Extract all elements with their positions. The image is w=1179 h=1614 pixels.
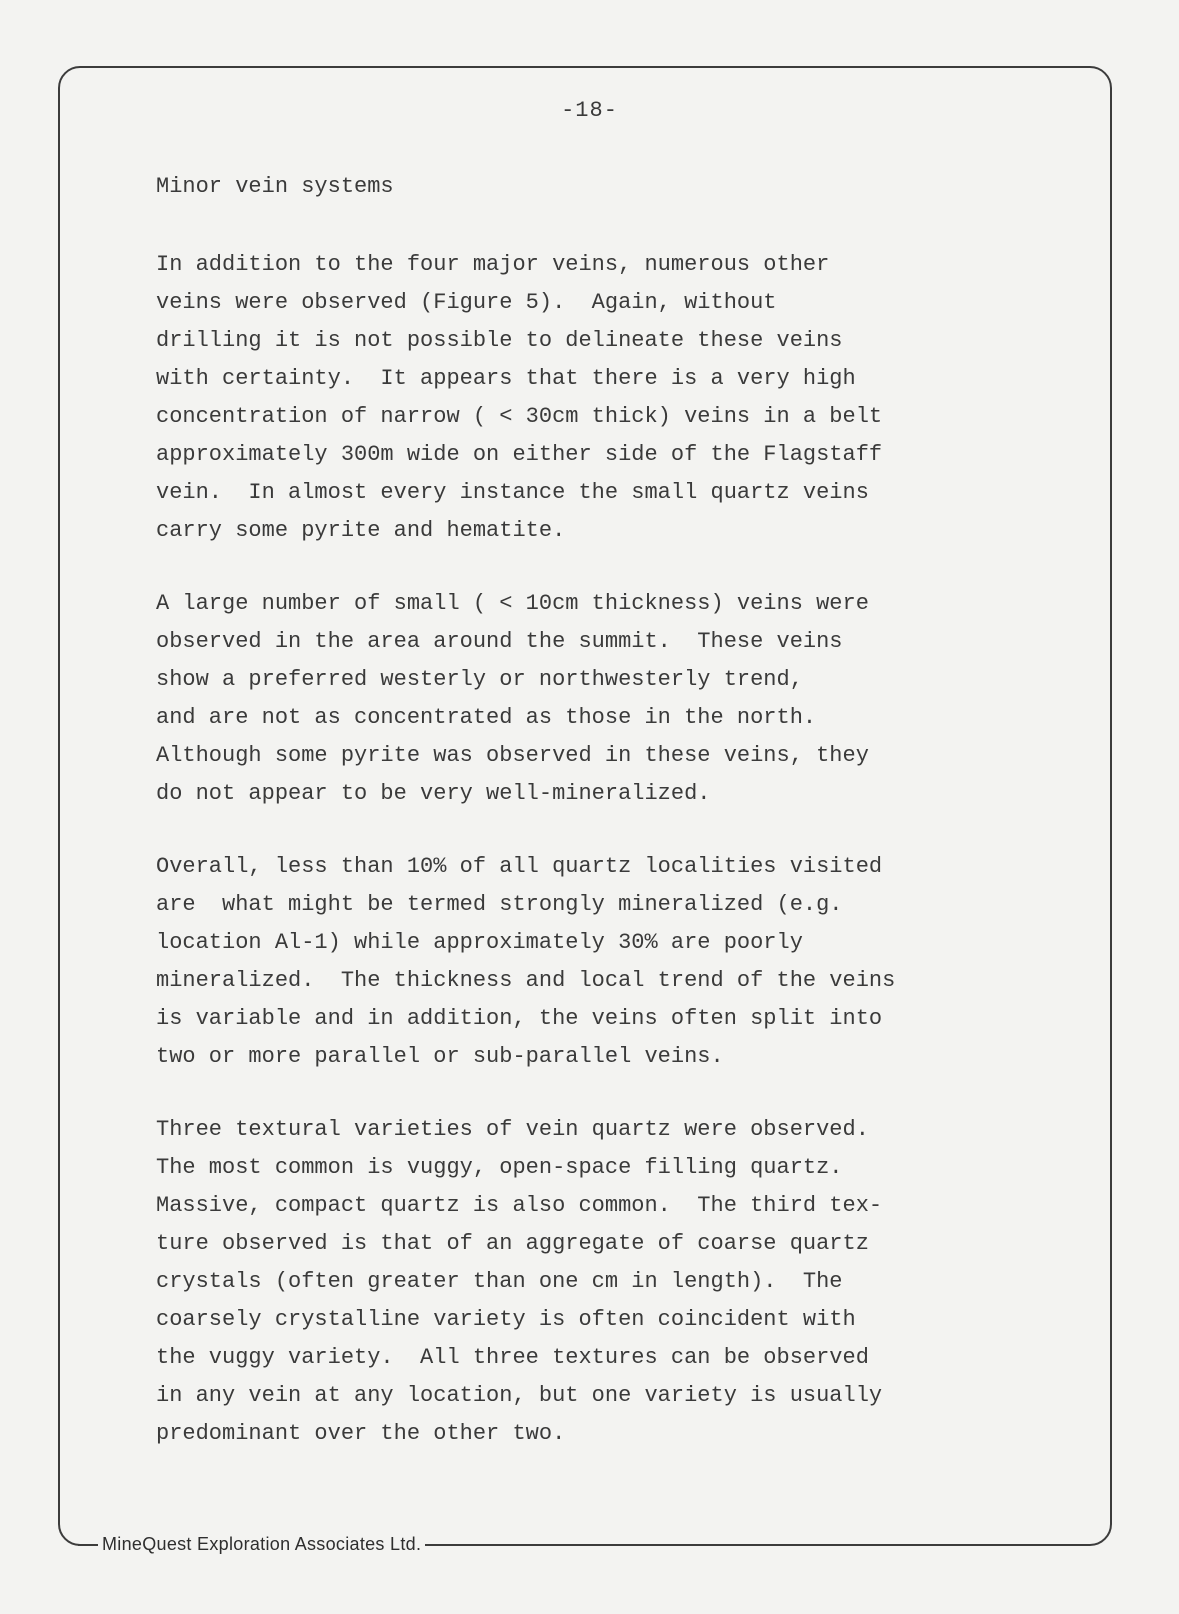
paragraph-4 <box>156 1111 1036 1453</box>
text-line: approximately 300m wide on either side of the Flagstaff <box>156 442 883 467</box>
text-line: the vuggy variety. All three textures can be observed <box>156 1345 869 1370</box>
page-number: -18- <box>561 98 618 123</box>
text-line: mineralized. The thickness and local trend of the veins <box>156 968 896 993</box>
text-line: are what might be termed strongly mineralized (e.g. <box>156 892 843 917</box>
footer-company-name: MineQuest Exploration Associates Ltd. <box>98 1530 425 1558</box>
text-line: predominant over the other two. <box>156 1421 566 1446</box>
text-line: and are not as concentrated as those in the north. <box>156 705 817 730</box>
text-line: show a preferred westerly or northwesterly trend, <box>156 667 803 692</box>
text-line: Although some pyrite was observed in these veins, they <box>156 743 869 768</box>
text-line: Massive, compact quartz is also common. The third tex- <box>156 1193 883 1218</box>
text-line: crystals (often greater than one cm in length). The <box>156 1269 843 1294</box>
text-line: do not appear to be very well-mineralized. <box>156 781 711 806</box>
paragraph-3 <box>156 848 1036 1076</box>
text-line: A large number of small ( < 10cm thickness) veins were <box>156 591 869 616</box>
section-heading: Minor vein systems <box>156 174 394 199</box>
text-line: location Al-1) while approximately 30% are poorly <box>156 930 803 955</box>
text-line: coarsely crystalline variety is often coincident with <box>156 1307 856 1332</box>
text-line: carry some pyrite and hematite. <box>156 518 566 543</box>
paragraph-2 <box>156 585 1036 813</box>
text-line: The most common is vuggy, open-space filling quartz. <box>156 1155 843 1180</box>
text-line: two or more parallel or sub-parallel veins. <box>156 1044 724 1069</box>
text-line: ture observed is that of an aggregate of coarse quartz <box>156 1231 869 1256</box>
text-line: with certainty. It appears that there is a very high <box>156 366 856 391</box>
text-line: Overall, less than 10% of all quartz localities visited <box>156 854 883 879</box>
text-line: Three textural varieties of vein quartz were observed. <box>156 1117 869 1142</box>
text-line: observed in the area around the summit. These veins <box>156 629 843 654</box>
paragraph-1 <box>156 246 1036 550</box>
text-line: concentration of narrow ( < 30cm thick) veins in a belt <box>156 404 883 429</box>
footer-rule <box>78 1544 100 1546</box>
text-line: is variable and in addition, the veins often split into <box>156 1006 883 1031</box>
text-line: vein. In almost every instance the small quartz veins <box>156 480 869 505</box>
text-line: veins were observed (Figure 5). Again, without <box>156 290 777 315</box>
text-line: drilling it is not possible to delineate these veins <box>156 328 843 353</box>
text-line: in any vein at any location, but one variety is usually <box>156 1383 883 1408</box>
text-line: In addition to the four major veins, numerous other <box>156 252 830 277</box>
document-body <box>156 172 1036 1488</box>
